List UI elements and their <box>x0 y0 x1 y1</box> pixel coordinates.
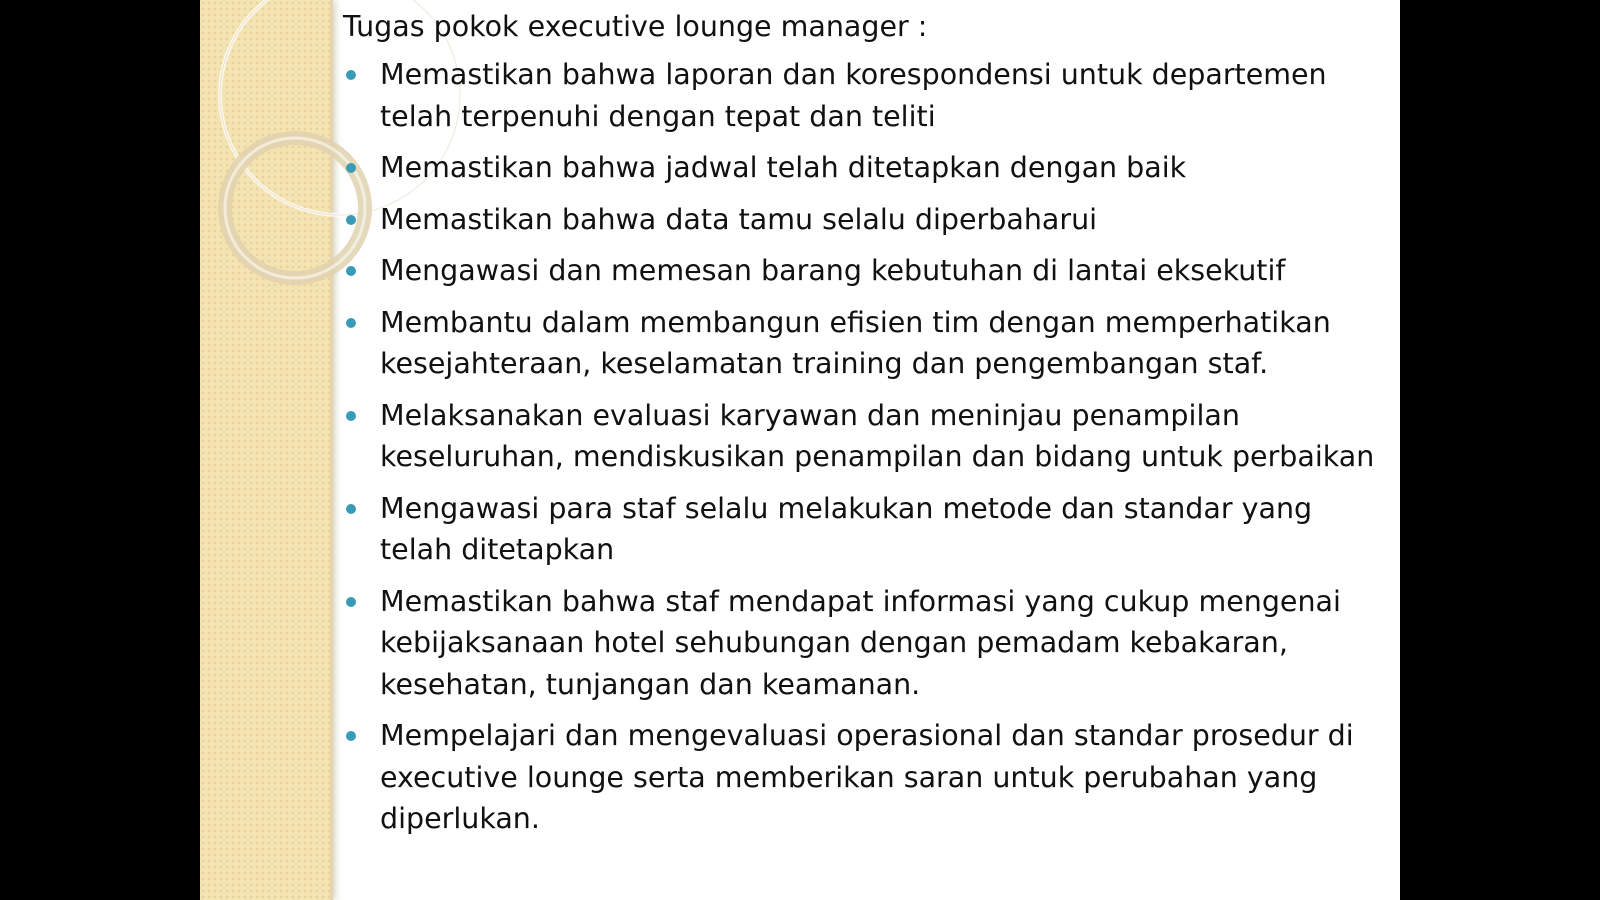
bullet-icon <box>346 597 356 607</box>
bullet-icon <box>346 266 356 276</box>
bullet-icon <box>346 504 356 514</box>
list-item-text: Mengawasi para staf selalu melakukan metode dan standar yang telah ditetapkan <box>380 491 1313 566</box>
list-item <box>343 395 1393 478</box>
bullet-icon <box>346 215 356 225</box>
list-item <box>343 147 1393 189</box>
list-item <box>343 199 1393 241</box>
list-item-text: Memastikan bahwa staf mendapat informasi yang cukup mengenai kebijaksanaan hotel sehubungan dengan pemadam kebakaran, kesehatan, tunjangan dan keamanan. <box>380 584 1341 701</box>
slide-heading: Tugas pokok executive lounge manager : <box>343 10 928 43</box>
bullet-icon <box>346 731 356 741</box>
bullet-icon <box>346 70 356 80</box>
list-item <box>343 581 1393 706</box>
list-item-text: Melaksanakan evaluasi karyawan dan meninjau penampilan keseluruhan, mendiskusikan penampilan dan bidang untuk perbaikan <box>380 398 1375 473</box>
list-item <box>343 302 1393 385</box>
list-item-text: Memastikan bahwa data tamu selalu diperbaharui <box>380 202 1098 236</box>
list-item-text: Memastikan bahwa jadwal telah ditetapkan dengan baik <box>380 151 1187 184</box>
list-item-text: Memastikan bahwa laporan dan korespondensi untuk departemen telah terpenuhi dengan tepat dan teliti <box>380 58 1327 133</box>
list-item <box>343 250 1393 292</box>
list-item-text: Mengawasi dan memesan barang kebutuhan di lantai eksekutif <box>380 254 1286 287</box>
list-item <box>343 488 1393 571</box>
task-list <box>343 54 1393 840</box>
slide <box>200 0 1400 900</box>
decorative-side-panel <box>200 0 333 900</box>
bullet-icon <box>346 163 356 173</box>
list-item <box>343 54 1393 137</box>
list-item-text: Mempelajari dan mengevaluasi operasional dan standar prosedur di executive lounge serta memberikan saran untuk perubahan yang diperlukan. <box>380 719 1354 835</box>
bullet-icon <box>346 411 356 421</box>
list-item <box>343 715 1393 840</box>
slide-content <box>343 6 1393 850</box>
bullet-icon <box>346 318 356 328</box>
list-item-text: Membantu dalam membangun efisien tim dengan memperhatikan kesejahteraan, keselamatan training dan pengembangan staf. <box>380 305 1331 380</box>
